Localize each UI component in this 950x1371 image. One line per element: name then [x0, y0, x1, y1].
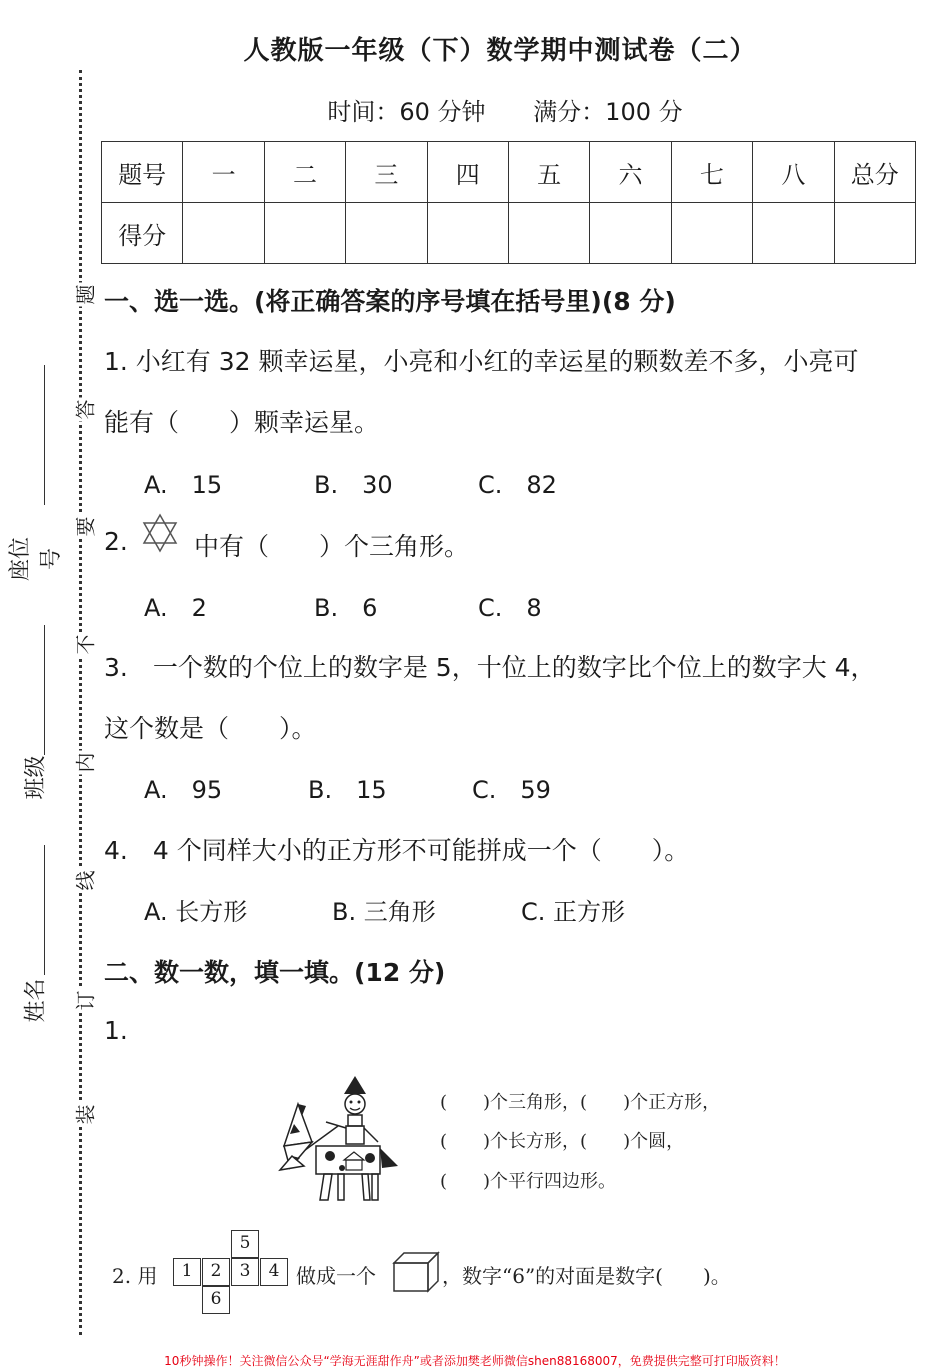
net-cell-top: 5	[231, 1230, 259, 1258]
footer-notice: 10秒钟操作！关注微信公众号“学海无涯甜作舟”或者添加樊老师微信shen88168007，免费提供完整可打印版资料！	[164, 1354, 786, 1368]
count-rectangles-circles: ( )个长方形，( )个圆，	[440, 1131, 685, 1152]
cube-net	[173, 1230, 289, 1314]
q3-option-b: B. 15	[308, 776, 387, 804]
section2-heading: 二、数一数，填一填。(12 分)	[104, 958, 446, 987]
binding-char: 要	[70, 515, 99, 539]
q4-option-a: A. 长方形	[144, 898, 248, 926]
exam-info	[0, 92, 950, 127]
header-cell: 三	[346, 142, 427, 203]
score-cell[interactable]	[183, 203, 264, 264]
score-table-score-row	[102, 203, 916, 264]
header-cell: 八	[753, 142, 834, 203]
q4-option-b: B. 三角形	[332, 898, 436, 926]
q1-option-a: A. 15	[144, 471, 223, 499]
q2-option-b: B. 6	[314, 594, 378, 622]
q1-line1: 1. 小红有 32 颗幸运星，小亮和小红的幸运星的颗数差不多，小亮可	[104, 347, 859, 376]
binding-dotted-line	[79, 70, 82, 1335]
header-cell: 四	[427, 142, 508, 203]
q2-option-a: A. 2	[144, 594, 207, 622]
q3-line2: 这个数是（ ）。	[104, 714, 317, 743]
class-line[interactable]	[44, 625, 45, 755]
score-cell[interactable]	[834, 203, 915, 264]
net-cell: 3	[231, 1258, 259, 1286]
q2-option-c: C. 8	[478, 594, 542, 622]
q4-option-c: C. 正方形	[521, 898, 626, 926]
score-cell[interactable]	[590, 203, 671, 264]
seat-number-line[interactable]	[44, 365, 45, 505]
net-cell: 4	[260, 1258, 288, 1286]
binding-char: 题	[70, 283, 99, 307]
s2-q2-prefix: 2. 用	[112, 1264, 158, 1288]
score-cell[interactable]	[508, 203, 589, 264]
q2-text: 中有（ ）个三角形。	[194, 532, 470, 561]
net-cell: 1	[173, 1258, 201, 1286]
full-score-label: 满分：100 分	[533, 98, 683, 126]
q1-option-c: C. 82	[478, 471, 557, 499]
q4-line1: 4. 4 个同样大小的正方形不可能拼成一个（ ）。	[104, 836, 690, 865]
s2-q2-suffix: ，数字“6”的对面是数字( )。	[442, 1264, 731, 1288]
name-label: 姓名	[23, 978, 49, 1023]
header-cell: 五	[508, 142, 589, 203]
cube-icon	[392, 1249, 440, 1293]
binding-char: 内	[70, 751, 99, 775]
net-cell-bottom: 6	[202, 1286, 230, 1314]
score-cell[interactable]	[427, 203, 508, 264]
score-cell[interactable]	[346, 203, 427, 264]
star-of-david-icon	[140, 512, 180, 554]
header-cell: 总分	[834, 142, 915, 203]
binding-char: 订	[70, 989, 99, 1013]
q1-option-b: B. 30	[314, 471, 393, 499]
header-cell: 六	[590, 142, 671, 203]
binding-char: 装	[70, 1103, 99, 1127]
q1-line2: 能有（ ）颗幸运星。	[104, 408, 380, 437]
q2-number: 2.	[104, 527, 128, 556]
time-label: 时间：60 分钟	[327, 98, 486, 126]
score-cell[interactable]	[264, 203, 345, 264]
q3-line1: 3. 一个数的个位上的数字是 5，十位上的数字比个位上的数字大 4，	[104, 653, 876, 682]
header-cell: 七	[671, 142, 752, 203]
s2-q1-number: 1.	[104, 1016, 128, 1045]
header-cell: 一	[183, 142, 264, 203]
header-cell: 二	[264, 142, 345, 203]
score-table	[101, 141, 916, 264]
q3-option-a: A. 95	[144, 776, 223, 804]
count-triangles-squares: ( )个三角形，( )个正方形，	[440, 1092, 721, 1113]
name-line[interactable]	[44, 845, 45, 975]
shape-figure-illustration	[278, 1072, 408, 1204]
score-table-header-row	[102, 142, 916, 203]
class-label: 班级	[23, 755, 49, 800]
binding-char: 不	[70, 633, 99, 657]
section1-heading: 一、选一选。(将正确答案的序号填在括号里)(8 分)	[104, 287, 676, 316]
net-cell: 2	[202, 1258, 230, 1286]
header-cell: 题号	[102, 142, 183, 203]
q3-option-c: C. 59	[472, 776, 551, 804]
seat-number-label: 座位号	[8, 536, 64, 581]
binding-char: 答	[70, 398, 99, 422]
count-parallelograms: ( )个平行四边形。	[440, 1171, 617, 1192]
page-title: 人教版一年级（下）数学期中测试卷（二）	[243, 36, 757, 66]
score-cell[interactable]	[671, 203, 752, 264]
s2-q2-middle: 做成一个	[296, 1264, 376, 1288]
row-label: 得分	[102, 203, 183, 264]
score-cell[interactable]	[753, 203, 834, 264]
binding-char: 线	[70, 869, 99, 893]
